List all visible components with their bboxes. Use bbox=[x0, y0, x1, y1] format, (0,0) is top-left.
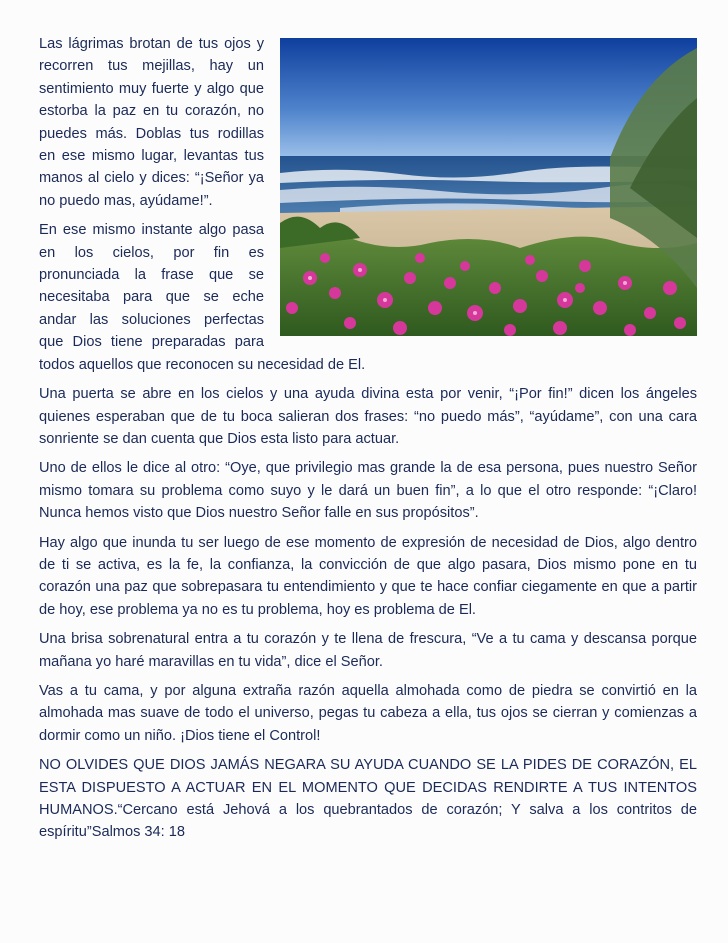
paragraph-3: Una puerta se abre en los cielos y una ayuda divina esta por venir, “¡Por fin!” dicen los ángeles quienes esperaban que de tu boca salieran dos frases: “no puedo más”, “ayúdame”, con una cara sonriente se dan cuenta que Dios esta listo para actuar. bbox=[39, 386, 697, 447]
beach-flowers-image bbox=[280, 38, 697, 336]
paragraph-2: En ese mismo instante algo pasa en los cielos, por fin es pronunciada la frase que se necesitaba para que se eche andar las soluciones perfectas que Dios tiene preparadas para todos aquellos que reconocen su necesidad de El. bbox=[39, 222, 366, 373]
beach-flowers-photo bbox=[280, 38, 697, 336]
article-body bbox=[39, 33, 697, 851]
paragraph-5: Hay algo que inunda tu ser luego de ese momento de expresión de necesidad de Dios, algo dentro de ti se activa, es la fe, la confianza, la convicción de que algo pasara, Dios mismo pone en tu corazón una paz que sobrepasara tu entendimiento y que te hace confiar ciegamente en que a partir de hoy, ese problema ya no es tu problema, hoy es problema de El. bbox=[39, 534, 697, 618]
paragraph-6: Una brisa sobrenatural entra a tu corazón y te llena de frescura, “Ve a tu cama y descansa porque mañana yo haré maravillas en tu vida”, dice el Señor. bbox=[39, 631, 697, 670]
paragraph-7: Vas a tu cama, y por alguna extraña razón aquella almohada como de piedra se convirtió en la almohada mas suave de todo el universo, pegas tu cabeza a ella, tus ojos se cierran y comienzas a dormir como un niño. ¡Dios tiene el Control! bbox=[39, 682, 697, 744]
paragraph-4: Uno de ellos le dice al otro: “Oye, que privilegio mas grande la de esa persona, pues nuestro Señor mismo tomara su problema como suyo y le dará un buen fin”, a lo que el otro responde: “¡Claro! Nunca hemos visto que Dios nuestro Señor falle en sus propósitos”. bbox=[39, 460, 697, 522]
paragraph-8: NO OLVIDES QUE DIOS JAMÁS NEGARA SU AYUDA CUANDO SE LA PIDES DE CORAZÓN, EL ESTA DISPUESTO A ACTUAR EN EL MOMENTO QUE DECIDAS RENDIRTE A TUS INTENTOS HUMANOS.“Cercano está Jehová a los quebrantados de corazón; Y salva a los contritos de espíritu”Salmos 34: 18 bbox=[39, 757, 697, 841]
paragraph-1: Las lágrimas brotan de tus ojos y recorren tus mejillas, hay un sentimiento muy fuerte y algo que estorba la paz en tu corazón, no puedes más. Doblas tus rodillas en ese mismo lugar, levantas tus manos al cielo y dices: “¡Señor ya no puedo mas, ayúdame!”. bbox=[39, 36, 264, 209]
